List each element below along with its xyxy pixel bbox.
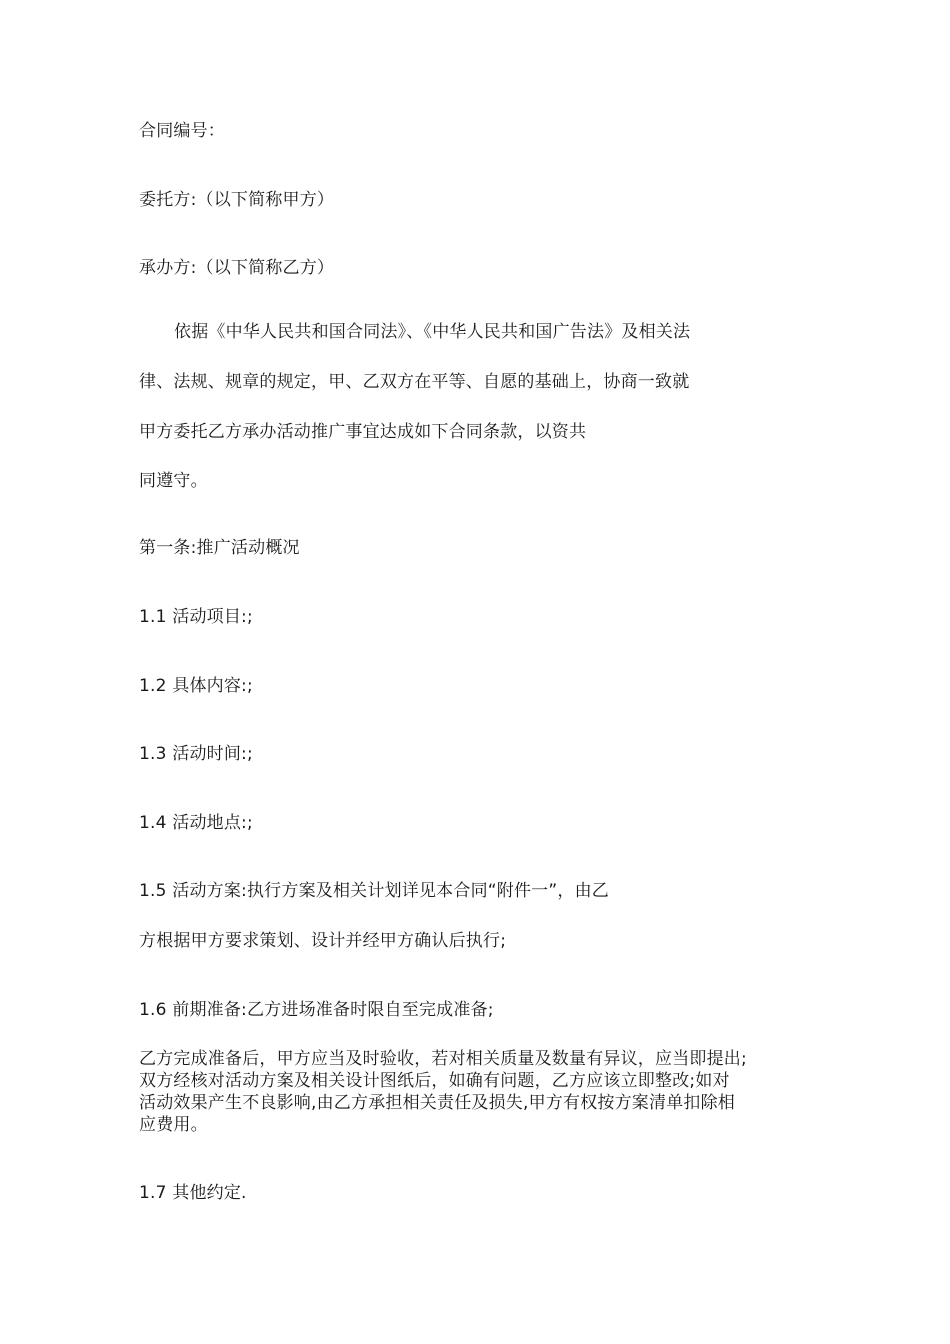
acceptance-line: 乙方完成准备后，甲方应当及时验收，若对相关质量及数量有异议，应当即提出; [139,1049,747,1069]
acceptance-line: 双方经核对活动方案及相关设计图纸后，如确有问题，乙方应该立即整改;如对 [139,1071,730,1091]
party-a-line: 委托方:（以下简称甲方） [139,190,335,210]
clause-1-5-line: 方根据甲方要求策划、设计并经甲方确认后执行; [139,931,507,951]
clause-1-2: 1.2 具体内容:; [139,676,253,696]
preamble-line: 依据《中华人民共和国合同法》、《中华人民共和国广告法》及相关法 [174,322,691,342]
clause-1-6: 1.6 前期准备:乙方进场准备时限自至完成准备; [139,1000,494,1020]
clause-1-4: 1.4 活动地点:; [139,813,253,833]
clause-1-1: 1.1 活动项目:; [139,607,253,627]
acceptance-line: 应费用。 [139,1115,208,1135]
preamble-line: 同遵守。 [139,471,208,491]
clause-1-3: 1.3 活动时间:; [139,744,253,764]
acceptance-paragraph [139,1048,829,1136]
preamble-line: 甲方委托乙方承办活动推广事宜达成如下合同条款，以资共 [139,422,587,442]
clause-1-7: 1.7 其他约定. [139,1183,247,1203]
acceptance-line: 活动效果产生不良影响,由乙方承担相关责任及损失,甲方有权按方案清单扣除相 [139,1093,736,1113]
preamble-line: 律、法规、规章的规定，甲、乙双方在平等、自愿的基础上，协商一致就 [139,372,690,392]
party-b-line: 承办方:（以下简称乙方） [139,258,335,278]
contract-number-label: 合同编号： [139,121,225,141]
article-1-title: 第一条:推广活动概况 [139,538,300,558]
clause-1-5-line: 1.5 活动方案:执行方案及相关计划详见本合同“附件一”，由乙 [139,881,609,901]
